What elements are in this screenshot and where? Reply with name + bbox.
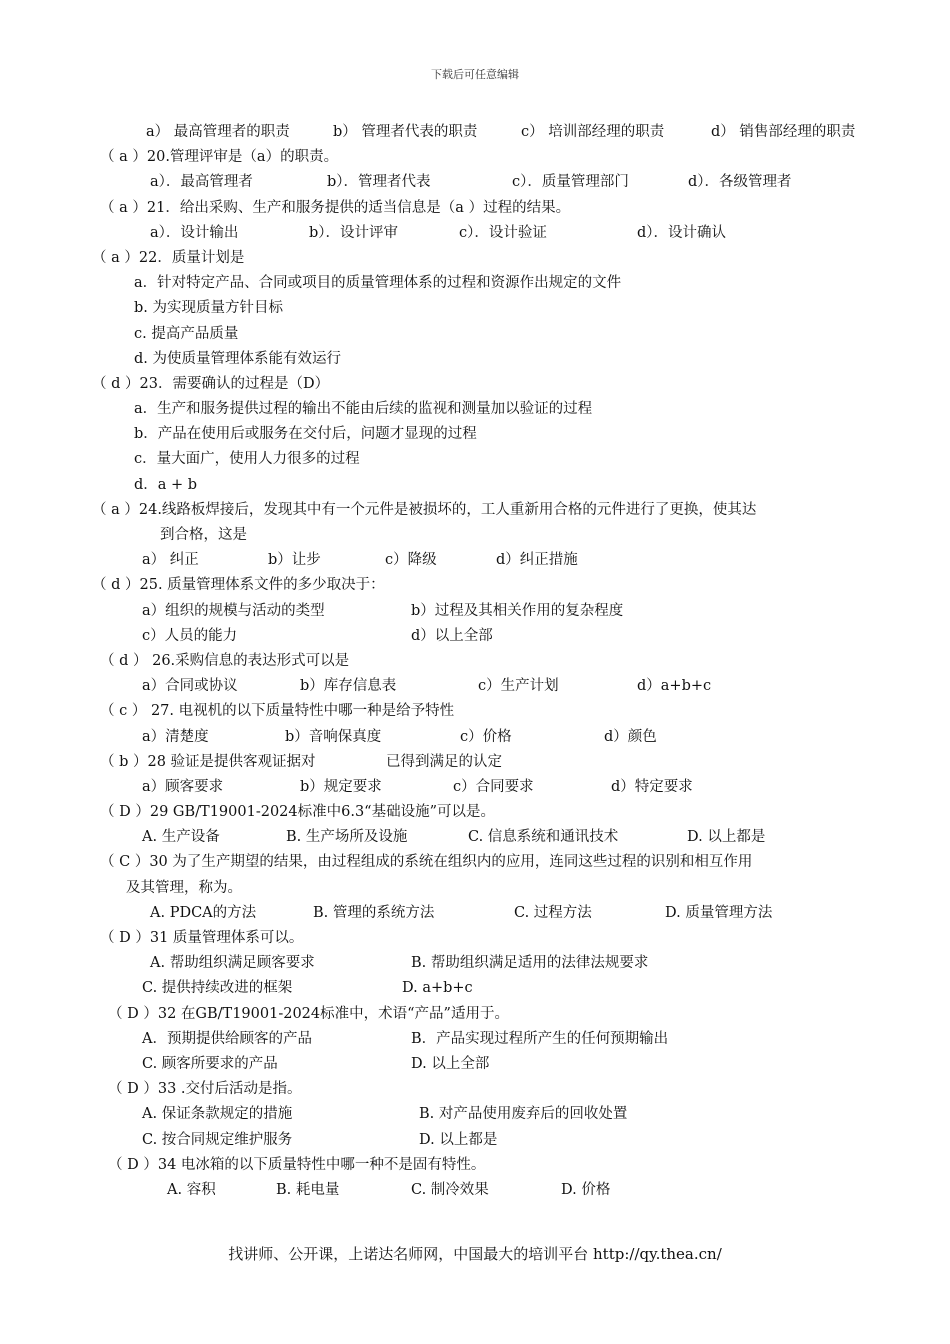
text-segment: a） 最高管理者的职责 bbox=[146, 124, 290, 140]
text-segment: C. 信息系统和通讯技术 bbox=[468, 829, 619, 846]
text-segment: a）顾客要求 bbox=[142, 778, 224, 795]
text-segment: 到合格，这是 bbox=[160, 527, 247, 543]
text-line bbox=[0, 573, 950, 598]
text-line bbox=[0, 397, 950, 422]
text-segment: A. 容积 bbox=[167, 1181, 216, 1198]
text-segment: D. a+b+c bbox=[402, 980, 473, 997]
text-line bbox=[0, 976, 950, 1001]
text-segment: （ a ）21．给出采购、生产和服务提供的适当信息是（a ）过程的结果。 bbox=[100, 199, 571, 216]
text-line bbox=[0, 725, 950, 750]
text-segment: b）让步 bbox=[268, 552, 321, 569]
text-segment: B. 对产品使用废弃后的回收处置 bbox=[419, 1106, 628, 1123]
text-line bbox=[0, 775, 950, 800]
text-segment: b）库存信息表 bbox=[300, 678, 397, 695]
text-line bbox=[0, 322, 950, 347]
text-line bbox=[0, 1178, 950, 1203]
text-segment: d）．设计确认 bbox=[637, 224, 727, 241]
text-line bbox=[0, 624, 950, 649]
page-header: 下载后可任意编辑 bbox=[431, 68, 519, 81]
text-segment: c. 提高产品质量 bbox=[134, 325, 239, 342]
text-line bbox=[0, 1102, 950, 1127]
text-segment: （ d ）23．需要确认的过程是（D） bbox=[92, 375, 330, 392]
text-line bbox=[0, 1027, 950, 1052]
text-segment: （ D ）32 在GB/T19001-2024标准中，术语“产品”适用于。 bbox=[108, 1005, 509, 1022]
text-segment: a）清楚度 bbox=[142, 728, 209, 745]
text-segment: （ D ）31 质量管理体系可以。 bbox=[100, 930, 304, 946]
text-segment: B. 生产场所及设施 bbox=[286, 829, 408, 846]
text-segment: c）生产计划 bbox=[478, 678, 559, 695]
text-segment: （ c ） 27. 电视机的以下质量特性中哪一种是给予特性 bbox=[100, 703, 455, 720]
text-line bbox=[0, 246, 950, 271]
text-segment: d）颜色 bbox=[604, 728, 657, 745]
text-segment: （ d ）25. 质量管理体系文件的多少取决于： bbox=[92, 577, 385, 594]
text-segment: c）．质量管理部门 bbox=[512, 174, 629, 191]
text-line bbox=[0, 825, 950, 850]
text-segment: b）过程及其相关作用的复杂程度 bbox=[411, 602, 624, 619]
text-segment: a） 纠正 bbox=[142, 552, 199, 569]
text-line bbox=[0, 196, 950, 221]
text-segment: A. PDCA的方法 bbox=[150, 904, 257, 921]
text-line bbox=[0, 1153, 950, 1178]
text-line bbox=[0, 699, 950, 724]
text-line bbox=[0, 221, 950, 246]
text-segment: （ D ）34 电冰箱的以下质量特性中哪一种不是固有特性。 bbox=[108, 1156, 486, 1173]
text-line bbox=[0, 120, 950, 145]
text-segment: （ b ）28 验证是提供客观证据对 bbox=[100, 753, 316, 770]
text-segment: D. 价格 bbox=[561, 1181, 611, 1198]
text-segment: b）．设计评审 bbox=[309, 224, 399, 241]
text-segment: d）．各级管理者 bbox=[688, 174, 792, 191]
text-segment: a）组织的规模与活动的类型 bbox=[142, 602, 325, 619]
text-line bbox=[0, 1002, 950, 1027]
text-segment: d） 销售部经理的职责 bbox=[711, 124, 856, 140]
text-segment: C. 制冷效果 bbox=[411, 1181, 489, 1198]
text-segment: b） 管理者代表的职责 bbox=[333, 124, 478, 140]
text-segment: A．预期提供给顾客的产品 bbox=[142, 1030, 312, 1047]
text-segment: a）．最高管理者 bbox=[150, 174, 253, 191]
page-footer: 找讲师、公开课，上诺达名师网，中国最大的培训平台 http://qy.thea.cn/ bbox=[228, 1245, 722, 1263]
text-segment: D. 质量管理方法 bbox=[665, 904, 773, 921]
text-segment: （ C ）30 为了生产期望的结果，由过程组成的系统在组织内的应用，连同这些过程的识别和相互作用 bbox=[100, 854, 753, 871]
text-segment: C. 提供持续改进的框架 bbox=[142, 980, 293, 997]
text-line bbox=[0, 800, 950, 825]
text-segment: b）．管理者代表 bbox=[327, 174, 431, 191]
text-line bbox=[0, 1077, 950, 1102]
text-segment: B. 耗电量 bbox=[276, 1181, 340, 1198]
text-segment: d）a+b+c bbox=[637, 678, 712, 695]
text-segment: B. 管理的系统方法 bbox=[313, 904, 435, 921]
text-line bbox=[0, 876, 950, 901]
text-segment: B. 帮助组织满足适用的法律法规要求 bbox=[411, 955, 649, 972]
text-line bbox=[0, 145, 950, 170]
text-segment: （ d ） 26.采购信息的表达形式可以是 bbox=[100, 652, 350, 669]
text-line bbox=[0, 901, 950, 926]
text-segment: a）．设计输出 bbox=[150, 224, 239, 241]
text-segment: （ D ）33 .交付后活动是指。 bbox=[108, 1081, 302, 1098]
text-line bbox=[0, 422, 950, 447]
text-segment: a）合同或协议 bbox=[142, 678, 238, 695]
document-body bbox=[0, 120, 950, 1203]
text-line bbox=[0, 1052, 950, 1077]
text-line bbox=[0, 548, 950, 573]
text-line bbox=[0, 951, 950, 976]
text-segment: 已得到满足的认定 bbox=[386, 753, 502, 770]
text-segment: 及其管理，称为。 bbox=[126, 879, 242, 896]
text-segment: d）纠正措施 bbox=[496, 552, 578, 569]
text-line bbox=[0, 473, 950, 498]
text-line bbox=[0, 649, 950, 674]
text-segment: c） 培训部经理的职责 bbox=[521, 124, 665, 140]
text-segment: （ a ）24.线路板焊接后，发现其中有一个元件是被损坏的，工人重新用合格的元件进行了更换，使其达 bbox=[92, 501, 757, 518]
text-segment: d．a + b bbox=[134, 476, 198, 493]
text-segment: （ a ）22．质量计划是 bbox=[92, 249, 245, 266]
text-segment: A. 保证条款规定的措施 bbox=[142, 1106, 293, 1123]
text-segment: c）．设计验证 bbox=[459, 224, 547, 241]
text-segment: B．产品实现过程所产生的任何预期输出 bbox=[411, 1030, 669, 1047]
text-line bbox=[0, 750, 950, 775]
text-line bbox=[0, 271, 950, 296]
text-segment: c）人员的能力 bbox=[142, 627, 238, 644]
text-segment: c．量大面广，使用人力很多的过程 bbox=[134, 451, 360, 468]
text-line bbox=[0, 447, 950, 472]
text-line bbox=[0, 1128, 950, 1153]
text-segment: b．产品在使用后或服务在交付后，问题才显现的过程 bbox=[134, 426, 477, 443]
text-segment: d. 为使质量管理体系能有效运行 bbox=[134, 350, 341, 367]
text-line bbox=[0, 296, 950, 321]
text-segment: D. 以上全部 bbox=[411, 1055, 490, 1072]
text-segment: C. 按合同规定维护服务 bbox=[142, 1131, 293, 1148]
text-line bbox=[0, 674, 950, 699]
text-segment: c）降级 bbox=[385, 552, 437, 569]
text-segment: （ a ）20.管理评审是（a）的职责。 bbox=[100, 149, 339, 166]
text-segment: （ D ）29 GB/T19001-2024标准中6.3“基础设施”可以是。 bbox=[100, 804, 496, 821]
text-line bbox=[0, 523, 950, 548]
text-segment: a．针对特定产品、合同或项目的质量管理体系的过程和资源作出规定的文件 bbox=[134, 275, 622, 292]
text-segment: b. 为实现质量方针目标 bbox=[134, 300, 283, 317]
text-line bbox=[0, 599, 950, 624]
text-segment: A. 生产设备 bbox=[142, 829, 220, 846]
text-segment: A. 帮助组织满足顾客要求 bbox=[150, 955, 315, 972]
text-segment: d）以上全部 bbox=[411, 627, 493, 644]
text-segment: c）合同要求 bbox=[453, 778, 534, 795]
text-line bbox=[0, 372, 950, 397]
text-line bbox=[0, 347, 950, 372]
text-segment: D. 以上都是 bbox=[419, 1131, 498, 1148]
text-line bbox=[0, 170, 950, 195]
text-segment: c）价格 bbox=[460, 728, 512, 745]
text-segment: b）音响保真度 bbox=[285, 728, 382, 745]
text-line bbox=[0, 850, 950, 875]
text-segment: d）特定要求 bbox=[611, 778, 693, 795]
text-segment: D. 以上都是 bbox=[687, 829, 766, 846]
text-segment: C. 顾客所要求的产品 bbox=[142, 1055, 278, 1072]
text-segment: a．生产和服务提供过程的输出不能由后续的监视和测量加以验证的过程 bbox=[134, 401, 593, 418]
text-segment: C. 过程方法 bbox=[514, 904, 592, 921]
text-line bbox=[0, 498, 950, 523]
text-line bbox=[0, 926, 950, 951]
text-segment: b）规定要求 bbox=[300, 778, 382, 795]
